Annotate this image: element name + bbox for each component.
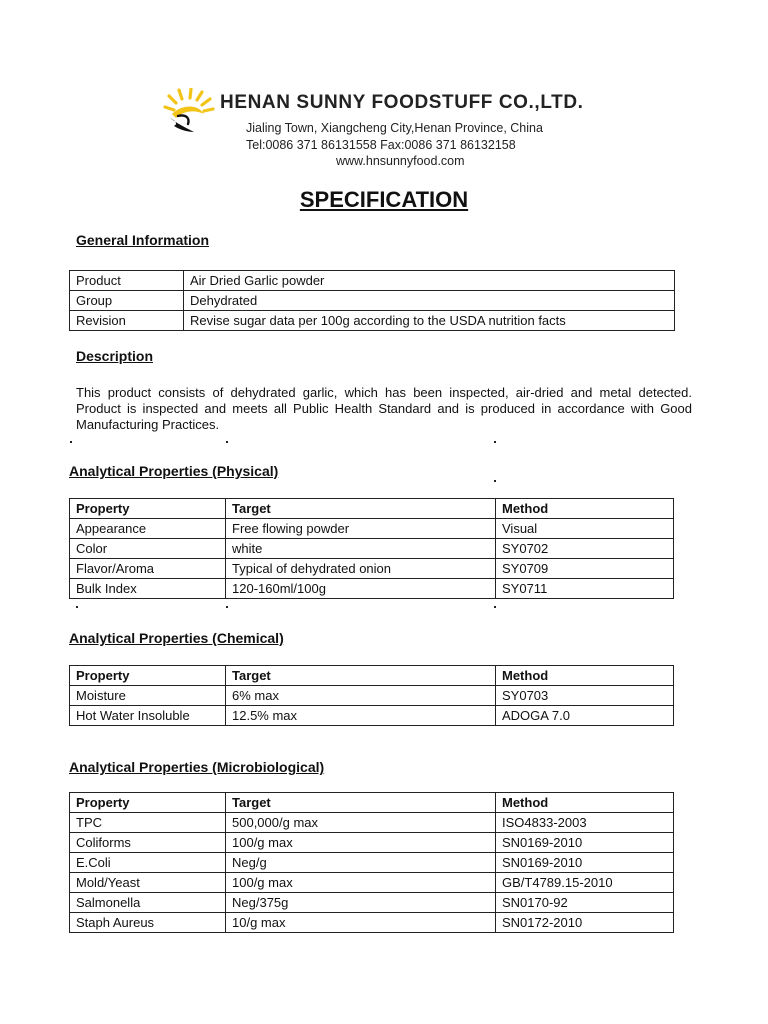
header-target: Target <box>226 793 496 813</box>
table-row <box>70 271 675 291</box>
cell-target: 100/g max <box>226 873 496 893</box>
micro-table <box>69 792 674 933</box>
cell-property: E.Coli <box>70 853 226 873</box>
table-row <box>70 913 674 933</box>
cell-property: Bulk Index <box>70 579 226 599</box>
revision-value: Revise sugar data per 100g according to the USDA nutrition facts <box>184 311 675 331</box>
cell-property: Mold/Yeast <box>70 873 226 893</box>
cell-method: SY0703 <box>496 686 674 706</box>
cell-property: Moisture <box>70 686 226 706</box>
cell-method: SN0172-2010 <box>496 913 674 933</box>
cell-method: GB/T4789.15-2010 <box>496 873 674 893</box>
cell-property: Appearance <box>70 519 226 539</box>
cell-property: Salmonella <box>70 893 226 913</box>
table-row <box>70 893 674 913</box>
table-row <box>70 291 675 311</box>
table-row <box>70 873 674 893</box>
table-row <box>70 833 674 853</box>
scan-dot <box>494 480 496 482</box>
cell-target: Free flowing powder <box>226 519 496 539</box>
cell-method: Visual <box>496 519 674 539</box>
cell-property: Staph Aureus <box>70 913 226 933</box>
cell-property: Flavor/Aroma <box>70 559 226 579</box>
cell-target: 120-160ml/100g <box>226 579 496 599</box>
cell-target: Neg/g <box>226 853 496 873</box>
description-text: This product consists of dehydrated garlic, which has been inspected, air-dried and metal detected. Product is inspected and meets all Public Health Standard and is produced in accordance with Good Manufacturing Practices. <box>76 385 692 432</box>
table-row <box>70 579 674 599</box>
table-row <box>70 813 674 833</box>
header-property: Property <box>70 666 226 686</box>
header-target: Target <box>226 499 496 519</box>
scan-dot <box>494 606 496 608</box>
company-address: Jialing Town, Xiangcheng City,Henan Province, China <box>246 121 543 135</box>
cell-target: white <box>226 539 496 559</box>
chemical-title: Analytical Properties (Chemical) <box>69 630 284 646</box>
cell-target: 12.5% max <box>226 706 496 726</box>
table-row <box>70 311 675 331</box>
header-target: Target <box>226 666 496 686</box>
product-value: Air Dried Garlic powder <box>184 271 675 291</box>
table-row <box>70 519 674 539</box>
company-website: www.hnsunnyfood.com <box>336 154 465 168</box>
table-header-row <box>70 666 674 686</box>
cell-method: SN0170-92 <box>496 893 674 913</box>
table-row <box>70 853 674 873</box>
group-value: Dehydrated <box>184 291 675 311</box>
header-method: Method <box>496 499 674 519</box>
cell-method: SN0169-2010 <box>496 853 674 873</box>
cell-target: 6% max <box>226 686 496 706</box>
header-property: Property <box>70 499 226 519</box>
scan-dot <box>70 441 72 443</box>
scan-dot <box>494 441 496 443</box>
cell-target: Typical of dehydrated onion <box>226 559 496 579</box>
revision-label: Revision <box>70 311 184 331</box>
cell-method: SY0711 <box>496 579 674 599</box>
chemical-table <box>69 665 674 726</box>
company-contact: Tel:0086 371 86131558 Fax:0086 371 86132158 <box>246 138 516 152</box>
table-header-row <box>70 793 674 813</box>
cell-target: 100/g max <box>226 833 496 853</box>
cell-target: 500,000/g max <box>226 813 496 833</box>
cell-property: Hot Water Insoluble <box>70 706 226 726</box>
product-label: Product <box>70 271 184 291</box>
cell-method: ADOGA 7.0 <box>496 706 674 726</box>
table-row <box>70 559 674 579</box>
cell-target: Neg/375g <box>226 893 496 913</box>
cell-method: ISO4833-2003 <box>496 813 674 833</box>
scan-dot <box>76 606 78 608</box>
micro-title: Analytical Properties (Microbiological) <box>69 759 325 775</box>
description-title: Description <box>76 348 154 364</box>
cell-method: SY0702 <box>496 539 674 559</box>
header-method: Method <box>496 666 674 686</box>
physical-table <box>69 498 674 599</box>
physical-title: Analytical Properties (Physical) <box>69 463 279 479</box>
sun-logo-icon <box>160 88 216 136</box>
general-info-title: General Information <box>76 232 210 248</box>
general-info-table <box>69 270 675 331</box>
table-header-row <box>70 499 674 519</box>
table-row <box>70 686 674 706</box>
document-title: SPECIFICATION <box>299 187 469 212</box>
scan-dot <box>226 441 228 443</box>
letterhead <box>160 84 620 174</box>
cell-method: SY0709 <box>496 559 674 579</box>
cell-target: 10/g max <box>226 913 496 933</box>
scan-dot <box>226 606 228 608</box>
header-method: Method <box>496 793 674 813</box>
table-row <box>70 539 674 559</box>
cell-method: SN0169-2010 <box>496 833 674 853</box>
group-label: Group <box>70 291 184 311</box>
header-property: Property <box>70 793 226 813</box>
cell-property: Color <box>70 539 226 559</box>
cell-property: Coliforms <box>70 833 226 853</box>
company-name: HENAN SUNNY FOODSTUFF CO.,LTD. <box>220 92 584 113</box>
table-row <box>70 706 674 726</box>
cell-property: TPC <box>70 813 226 833</box>
